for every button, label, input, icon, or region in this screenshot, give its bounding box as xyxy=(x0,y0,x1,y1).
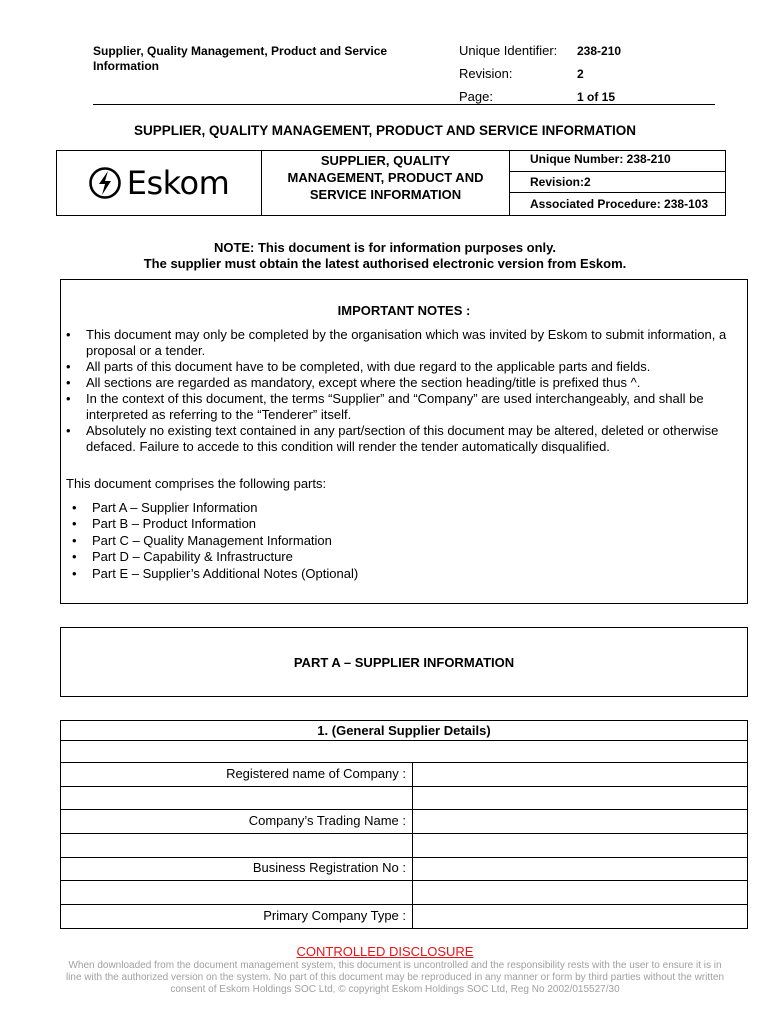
part-a-heading xyxy=(60,627,748,697)
title-block-center-title xyxy=(262,150,510,216)
bullet-text: All sections are regarded as mandatory, except where the section heading/title is prefixed thus ^. xyxy=(86,375,641,390)
header-unique-identifier xyxy=(459,43,621,58)
title-block-row-divider xyxy=(510,171,726,172)
business-registration-field[interactable] xyxy=(414,858,747,879)
registered-name-field[interactable] xyxy=(414,763,747,785)
bullet-text: Absolutely no existing text contained in any part/section of this document may be altered, deleted or otherwise defaced. Failure to accede to this condition will render the tender automatically disqualified. xyxy=(86,423,719,454)
trading-name-field[interactable] xyxy=(414,810,747,832)
field-label-company-type: Primary Company Type : xyxy=(263,908,406,923)
bullet-icon: • xyxy=(72,533,77,548)
center-title-line-1: SUPPLIER, QUALITY xyxy=(320,153,451,168)
bullet-icon: • xyxy=(72,549,77,564)
field-label-trading-name: Company’s Trading Name : xyxy=(248,813,406,828)
part-text: Part B – Product Information xyxy=(92,516,257,531)
bullet-icon: • xyxy=(72,516,77,531)
note-line-2: The supplier must obtain the latest authorised electronic version from Eskom. xyxy=(143,256,627,271)
center-title-line-2: MANAGEMENT, PRODUCT AND xyxy=(287,170,484,185)
table-row-divider xyxy=(60,880,748,881)
page-value: 1 of 15 xyxy=(577,90,616,104)
part-text: Part C – Quality Management Information xyxy=(92,533,332,548)
revision-label: Revision: xyxy=(459,66,513,81)
title-block-associated-procedure: Associated Procedure: 238-103 xyxy=(530,197,709,211)
company-type-field[interactable] xyxy=(414,905,747,928)
eskom-logo-text: Eskom xyxy=(126,164,230,202)
header-divider xyxy=(93,104,715,105)
important-notes-heading: IMPORTANT NOTES : xyxy=(337,303,471,318)
footer-disclaimer: When downloaded from the document management system, this document is uncontrolled and the responsibility rests with the user to ensure it is in line with the authorized version on the system. No part of this document may be reproduced in any manner or form by third parties without the written consent of Eskom Holdings SOC Ltd, © copyright Eskom Holdings SOC Ltd, Reg No 2002/015527/30 xyxy=(65,960,725,995)
bullet-icon: • xyxy=(72,566,77,581)
bullet-icon: • xyxy=(66,391,71,406)
header-document-title: Supplier, Quality Management, Product and Service Information xyxy=(93,44,388,73)
part-text: Part D – Capability & Infrastructure xyxy=(92,549,293,564)
bullet-icon: • xyxy=(72,500,77,515)
page-label: Page: xyxy=(459,89,493,104)
part-text: Part A – Supplier Information xyxy=(92,500,258,515)
controlled-disclosure: CONTROLLED DISCLOSURE xyxy=(296,944,474,959)
header-revision xyxy=(459,66,584,81)
table-column-divider xyxy=(412,762,413,929)
eskom-logo xyxy=(56,150,262,216)
bullet-text: In the context of this document, the terms “Supplier” and “Company” are used interchangeably, and shall be interpreted as referring to the “Tenderer” itself. xyxy=(86,391,704,422)
bullet-icon: • xyxy=(66,423,71,438)
bullet-icon: • xyxy=(66,359,71,374)
header-page xyxy=(459,89,615,104)
field-label-business-registration: Business Registration No : xyxy=(252,860,406,875)
parts-intro: This document comprises the following parts: xyxy=(66,476,327,491)
part-a-title: PART A – SUPPLIER INFORMATION xyxy=(293,654,515,670)
title-block-revision: Revision:2 xyxy=(530,175,591,189)
title-block-unique-number: Unique Number: 238-210 xyxy=(530,152,671,166)
note-line-1: NOTE: This document is for information purposes only. xyxy=(213,240,557,255)
table-row-divider xyxy=(60,833,748,834)
bullet-icon: • xyxy=(66,327,71,342)
revision-value: 2 xyxy=(577,67,584,81)
supplier-details-heading: 1. (General Supplier Details) xyxy=(317,723,491,738)
unique-identifier-value: 238-210 xyxy=(577,44,622,58)
table-row-divider xyxy=(60,786,748,787)
bullet-text: All parts of this document have to be completed, with due regard to the applicable parts and fields. xyxy=(86,359,651,374)
table-row-divider xyxy=(60,740,748,741)
eskom-emblem-icon xyxy=(88,166,122,200)
bullet-text: This document may only be completed by the organisation which was invited by Eskom to submit information, a proposal or a tender. xyxy=(86,327,727,358)
center-title-line-3: SERVICE INFORMATION xyxy=(309,187,462,202)
unique-identifier-label: Unique Identifier: xyxy=(459,43,558,58)
part-text: Part E – Supplier’s Additional Notes (Optional) xyxy=(92,566,359,581)
title-block-row-divider xyxy=(510,192,726,193)
bullet-icon: • xyxy=(66,375,71,390)
field-label-registered-name: Registered name of Company : xyxy=(226,766,406,781)
page-title: SUPPLIER, QUALITY MANAGEMENT, PRODUCT AND SERVICE INFORMATION xyxy=(133,123,637,138)
